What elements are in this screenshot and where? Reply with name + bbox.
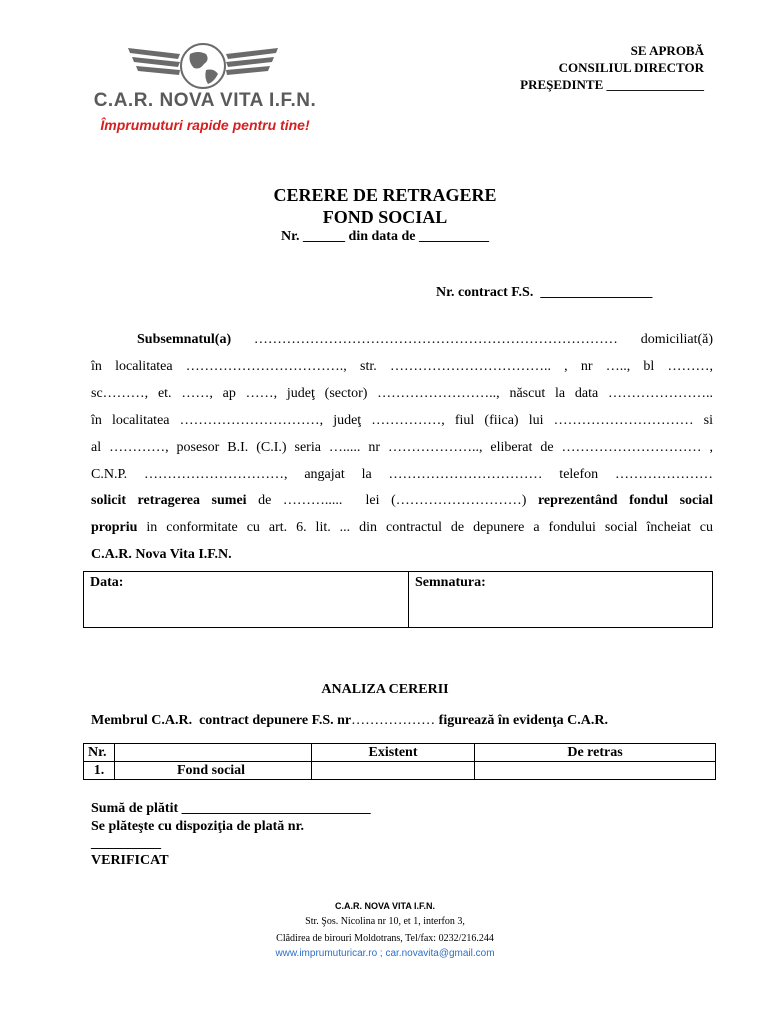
- approval-line-3: PREŞEDINTE _______________: [520, 77, 704, 92]
- footer-web-link[interactable]: www.imprumuturicar.ro ; car.novavita@gmail.com: [275, 948, 495, 959]
- blank-line: __________: [91, 836, 161, 851]
- row-de-retras[interactable]: [475, 762, 716, 780]
- purpose-label: reprezentând fondul social: [537, 493, 714, 508]
- body-line-4: în localitatea …………………………, judeţ ……………, fiul (fiica) lui ………………………… si: [91, 413, 713, 428]
- globe-wings-icon: [118, 40, 288, 92]
- body-line-8: [91, 520, 713, 536]
- propriu-label: propriu: [91, 520, 138, 535]
- fund-table: [83, 743, 716, 780]
- member-dots: ………………: [351, 713, 436, 728]
- body-line-6: C.N.P. …………………………, angajat la …………………………… telefon …………………: [91, 467, 713, 482]
- table-row: [84, 762, 716, 780]
- amount-text: de ………..... lei (………………………): [246, 493, 538, 508]
- signature-label: Semnatura:: [415, 575, 486, 590]
- body-line-7: [91, 493, 713, 509]
- brand-name: C.A.R. NOVA VITA I.F.N.: [93, 90, 317, 111]
- body-line-1-rest: …………………………………………………………………… domiciliat(ă): [231, 332, 713, 347]
- body-line-3: sc………, et. ……, ap ……, judeţ (sector) …………………….., născut la data …………………..: [91, 386, 713, 401]
- body-line-5: al …………, posesor B.I. (C.I.) seria …..... nr ……………….., eliberat de ………………………… ,: [91, 440, 713, 455]
- member-label: Membrul C.A.R. contract depunere F.S. nr: [91, 713, 352, 728]
- signature-table: [83, 571, 713, 628]
- footer-address: Str. Şos. Nicolina nr 10, et 1, interfon 3,: [305, 916, 465, 927]
- signature-cell[interactable]: [409, 572, 713, 628]
- verified-label: VERIFICAT: [91, 853, 169, 868]
- fund-table-header: [84, 744, 716, 762]
- body-line-1: [137, 332, 713, 348]
- company-logo: [90, 40, 330, 140]
- approval-block: [520, 42, 704, 93]
- row-existent[interactable]: [312, 762, 475, 780]
- header-nr: Nr.: [84, 744, 115, 762]
- request-label: solicit retragerea sumei: [91, 493, 247, 508]
- approval-line-2: CONSILIUL DIRECTOR: [558, 60, 704, 75]
- row-fond-social: Fond social: [115, 762, 312, 780]
- document-number-line: Nr. ______ din data de __________: [281, 229, 489, 244]
- member-line: [91, 713, 608, 729]
- date-label: Data:: [90, 575, 124, 590]
- document-subtitle: FOND SOCIAL: [322, 207, 448, 227]
- approval-line-1: SE APROBĂ: [630, 43, 704, 58]
- document-title: CERERE DE RETRAGERE: [273, 185, 497, 205]
- header-existent: Existent: [312, 744, 475, 762]
- sum-line: Sumă de plătit ___________________________: [91, 801, 371, 816]
- body-line-9: C.A.R. Nova Vita I.F.N.: [91, 547, 232, 562]
- footer-building: Clădirea de birouri Moldotrans, Tel/fax: 0232/216.244: [276, 933, 494, 944]
- header-de-retras: De retras: [475, 744, 716, 762]
- date-cell[interactable]: [84, 572, 409, 628]
- body-line-2: în localitatea ……………………………., str. …………………………….. , nr ….., bl ………,: [91, 359, 713, 374]
- subsemnatul-label: Subsemnatul(a): [137, 332, 232, 347]
- payment-line: Se plăteşte cu dispoziţia de plată nr.: [91, 819, 304, 834]
- footer-company: C.A.R. NOVA VITA I.F.N.: [334, 901, 435, 911]
- member-evidence-label: figurează în evidenţa C.A.R.: [435, 713, 608, 728]
- body-line-8-rest: in conformitate cu art. 6. lit. ... din contractul de depunere a fondului social încheiat cu: [137, 520, 713, 535]
- brand-slogan: Împrumuturi rapide pentru tine!: [100, 117, 310, 133]
- analysis-title: ANALIZA CERERII: [321, 682, 449, 697]
- row-nr: 1.: [84, 762, 115, 780]
- contract-number-line: Nr. contract F.S. ________________: [436, 285, 653, 300]
- header-blank: [115, 744, 312, 762]
